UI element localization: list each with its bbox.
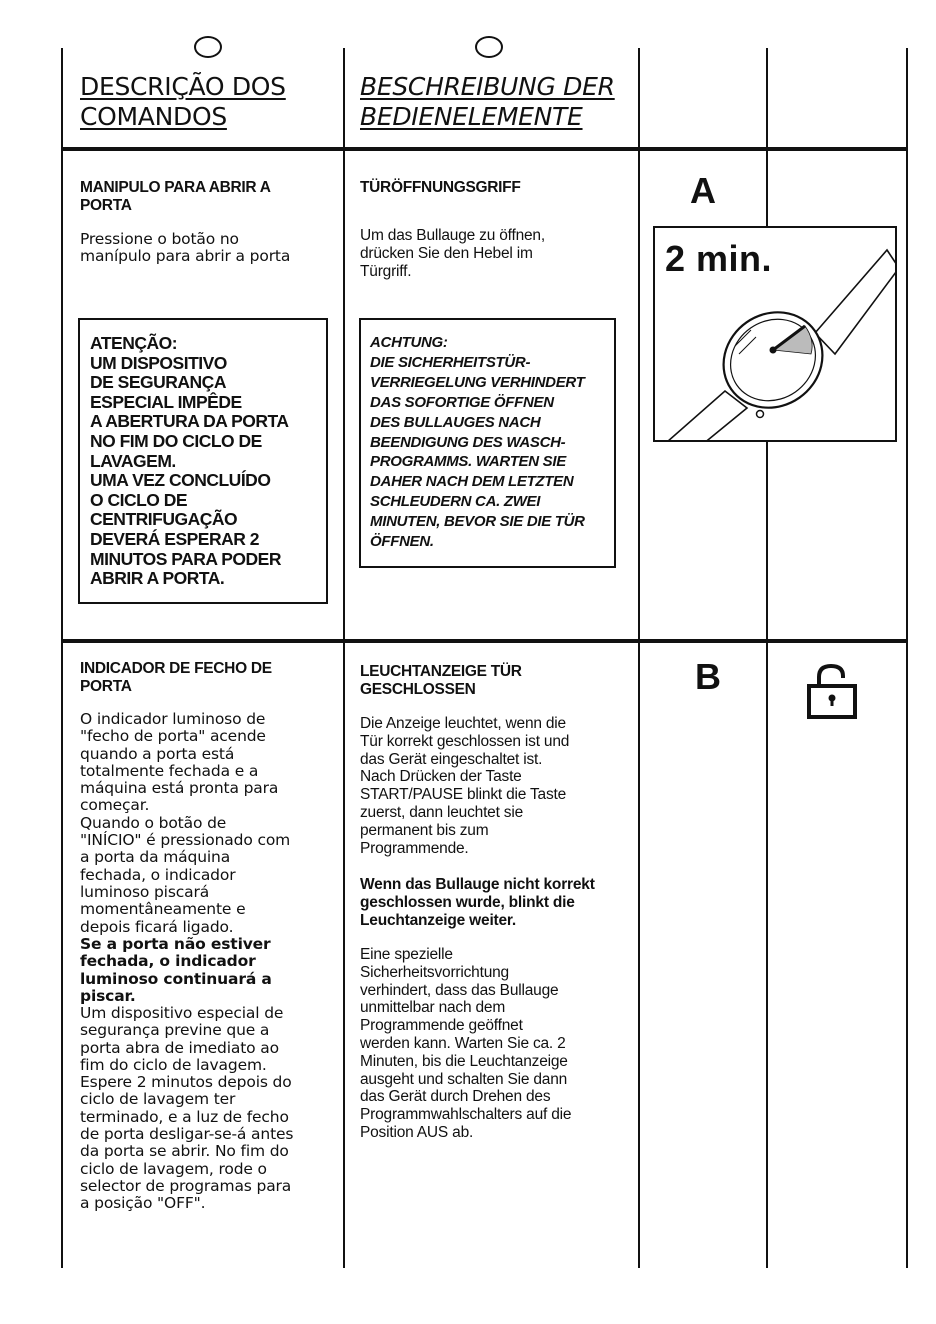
warning-text-pt: ATENÇÃO: UM DISPOSITIVO DE SEGURANÇA ESPECIAL IMPÊDE A ABERTURA DA PORTA NO FIM DO CICLO DE LAVAGEM. UMA VEZ CONCLUÍDO O CICLO DE CENTRIFUGAÇÃO DEVERÁ ESPERAR 2 MINUTOS PARA PODER ABRIR A PORTA. <box>90 333 289 589</box>
section-a-text-de: Um das Bullauge zu öffnen, drücken Sie den Hebel im Türgriff. <box>360 227 545 280</box>
section-letter-a: A <box>690 170 716 211</box>
warning-box-pt <box>78 318 328 604</box>
section-a-heading-pt: MANIPULO PARA ABRIR A PORTA <box>80 179 271 214</box>
warning-box-de <box>359 318 616 568</box>
padlock-icon <box>804 662 860 722</box>
wait-time-label: 2 min. <box>665 238 773 279</box>
wristwatch-icon <box>655 228 897 442</box>
warning-text-de: ACHTUNG: DIE SICHERHEITSTÜR- VERRIEGELUNG VERHINDERT DAS SOFORTIGE ÖFFNEN DES BULLAUGES NACH BEENDIGUNG DES WASCH- PROGRAMMS. WARTEN SIE DAHER NACH DEM LETZTEN SCHLEUDERN CA. ZWEI MINUTEN, BEVOR SIE DIE TÜR ÖFFNEN. <box>370 334 585 551</box>
page-title-de: BESCHREIBUNG DER BEDIENELEMENTE <box>360 72 615 131</box>
column-divider-pt-de <box>343 48 345 1268</box>
language-flag-circle-de <box>475 36 503 58</box>
section-b-bold-de: Wenn das Bullauge nicht korrekt geschlossen wurde, blinkt die Leuchtanzeige weiter. <box>360 876 595 929</box>
section-b-bold-pt: Se a porta não estiver fechada, o indicador luminoso continuará a piscar. <box>80 935 272 1005</box>
section-a-heading-de: TÜRÖFFNUNGSGRIFF <box>360 179 521 196</box>
column-divider-right <box>906 48 908 1268</box>
section-b-text-pt-1: O indicador luminoso de "fecho de porta" acende quando a porta está totalmente fechada e a máquina está pronta para começar. Quando o botão de "INÍCIO" é pressionado com a porta da máquina fechada, o indicador luminoso piscará momentâneamente e depois ficará ligado. <box>80 710 291 936</box>
language-flag-circle-pt <box>194 36 222 58</box>
row-divider-header <box>62 147 908 151</box>
section-a-text-pt: Pressione o botão no manípulo para abrir a porta <box>80 230 291 266</box>
section-b-heading-de: LEUCHTANZEIGE TÜR GESCHLOSSEN <box>360 663 522 698</box>
section-b-heading-pt: INDICADOR DE FECHO DE PORTA <box>80 660 272 695</box>
section-letter-b: B <box>695 656 721 697</box>
section-b-text-de-1: Die Anzeige leuchtet, wenn die Tür korrekt geschlossen ist und das Gerät eingeschaltet ist. Nach Drücken der Taste START/PAUSE blinkt die Taste zuerst, dann leuchtet sie permanent bis zum Programmende. <box>360 715 570 857</box>
column-divider-left <box>61 48 63 1268</box>
section-b-text-de-2: Eine spezielle Sicherheitsvorrichtung verhindert, dass das Bullauge unmittelbar nach dem Programmende geöffnet werden kann. Warten Sie ca. 2 Minuten, bis die Leuchtanzeige ausgeht und schalten Sie dann das Gerät durch Drehen des Programmwahlschalters auf die Position AUS ab. <box>360 946 572 1141</box>
page-title-pt: DESCRIÇÃO DOS COMANDOS <box>80 72 286 131</box>
wait-time-figure <box>653 226 897 442</box>
section-b-text-pt-2: Um dispositivo especial de segurança previne que a porta abra de imediato ao fim do ciclo de lavagem. Espere 2 minutos depois do ciclo de lavagem ter terminado, e a luz de fecho de porta desligar-se-á antes da porta se abrir. No fim do ciclo de lavagem, rode o selector de programas para a posição "OFF". <box>80 1004 294 1213</box>
column-divider-de-letter <box>638 48 640 1268</box>
row-divider-section-b <box>62 639 908 643</box>
